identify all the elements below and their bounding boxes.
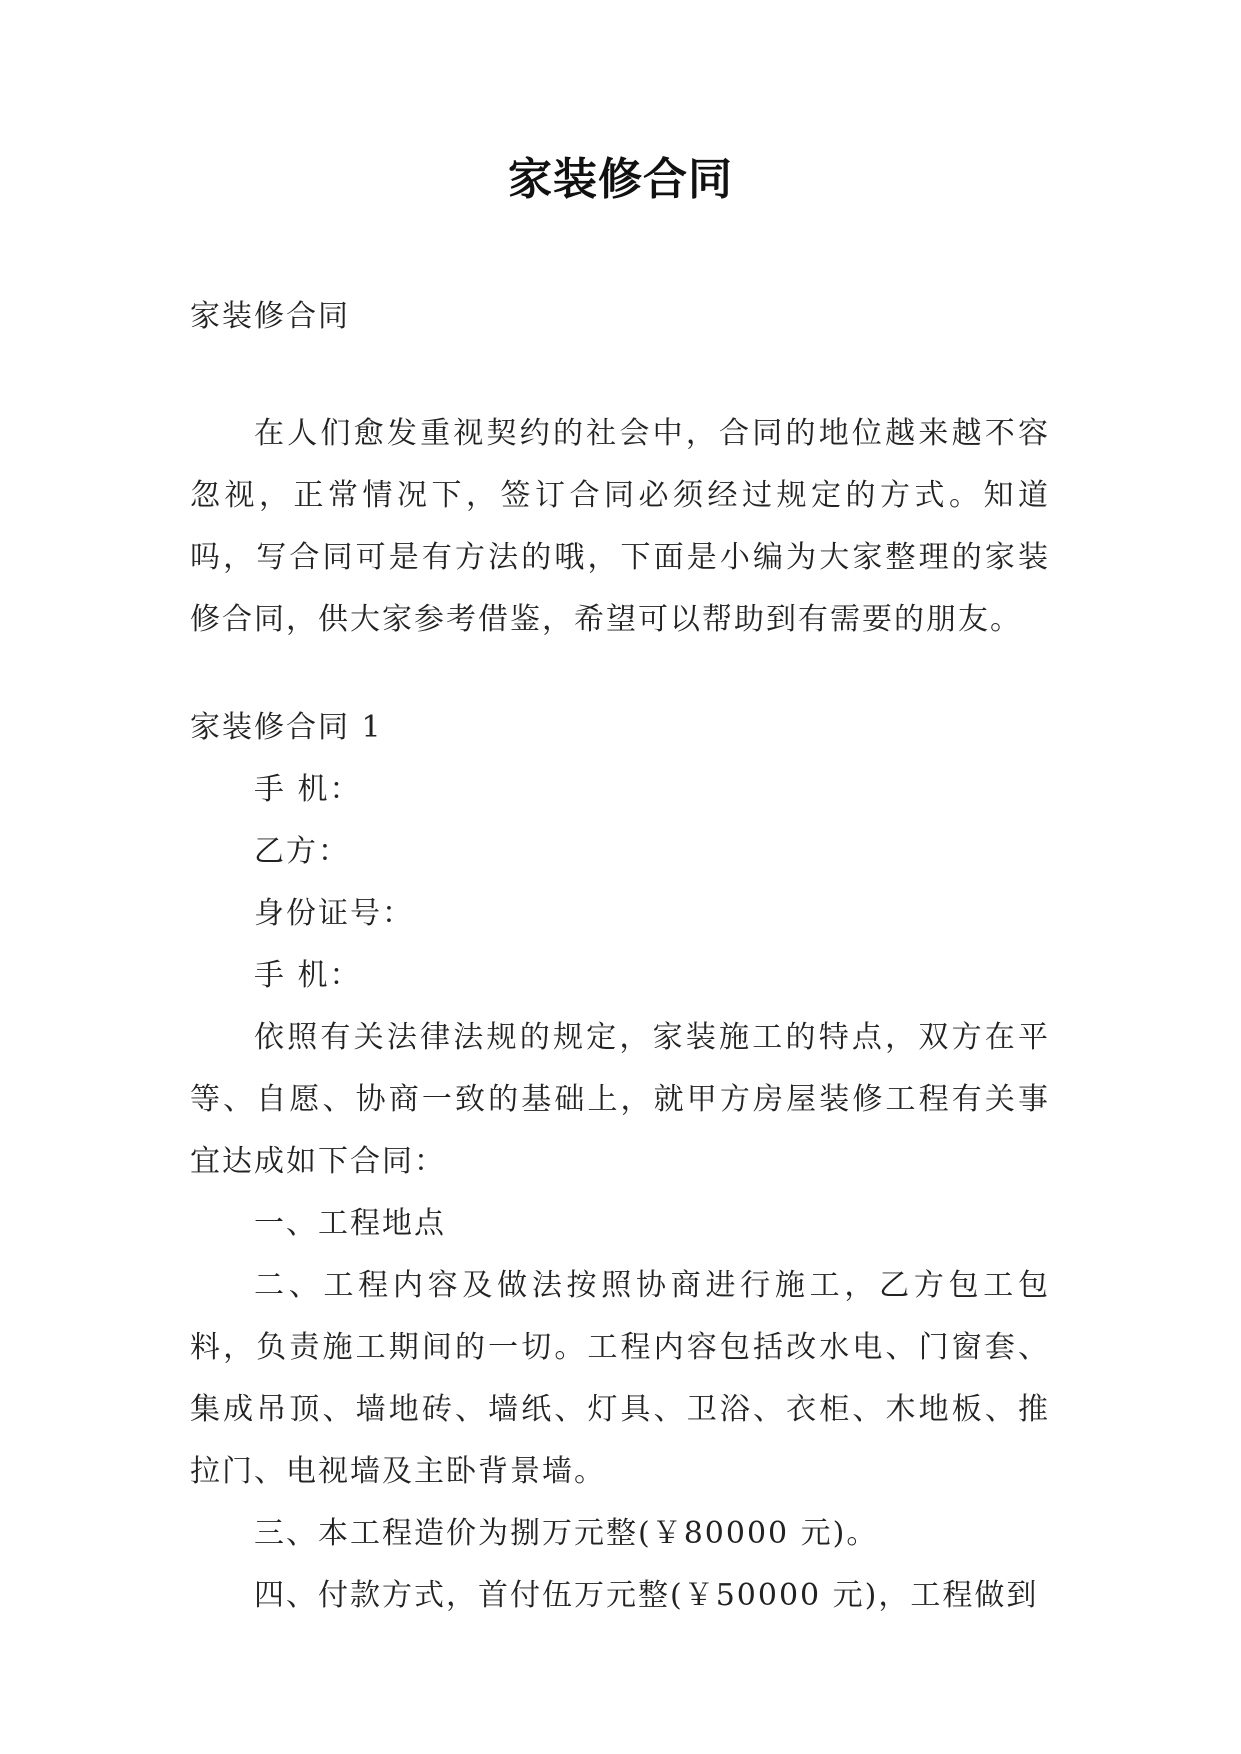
- document-subtitle: 家装修合同: [190, 299, 350, 334]
- contract-section: [190, 697, 1050, 1627]
- party-b-field: 乙方：: [254, 834, 350, 869]
- clause-2-content: 二、工程内容及做法按照协商进行施工，乙方包工包料，负责施工期间的一切。工程内容包括改水电、门窗套、集成吊顶、墙地砖、墙纸、灯具、卫浴、衣柜、木地板、推拉门、电视墙及主卧背景墙。: [190, 1268, 1050, 1489]
- section-heading: 家装修合同 1: [190, 710, 383, 745]
- clause-3-price: 三、本工程造价为捌万元整(￥80000 元)。: [254, 1516, 879, 1551]
- phone-field-2: 手 机：: [254, 958, 362, 993]
- preamble-paragraph: 依照有关法律法规的规定，家装施工的特点，双方在平等、自愿、协商一致的基础上，就甲方房屋装修工程有关事宜达成如下合同：: [190, 1020, 1050, 1179]
- phone-field: 手 机：: [254, 772, 362, 807]
- document-title: 家装修合同: [508, 154, 733, 205]
- intro-paragraph: 在人们愈发重视契约的社会中，合同的地位越来越不容忽视，正常情况下，签订合同必须经过规定的方式。知道吗，写合同可是有方法的哦，下面是小编为大家整理的家装修合同，供大家参考借鉴，希望可以帮助到有需要的朋友。: [190, 416, 1050, 637]
- clause-4-payment: 四、付款方式，首付伍万元整(￥50000 元)，工程做到: [254, 1578, 1039, 1613]
- clause-1-location: 一、工程地点: [254, 1206, 446, 1241]
- id-number-field: 身份证号：: [254, 896, 414, 931]
